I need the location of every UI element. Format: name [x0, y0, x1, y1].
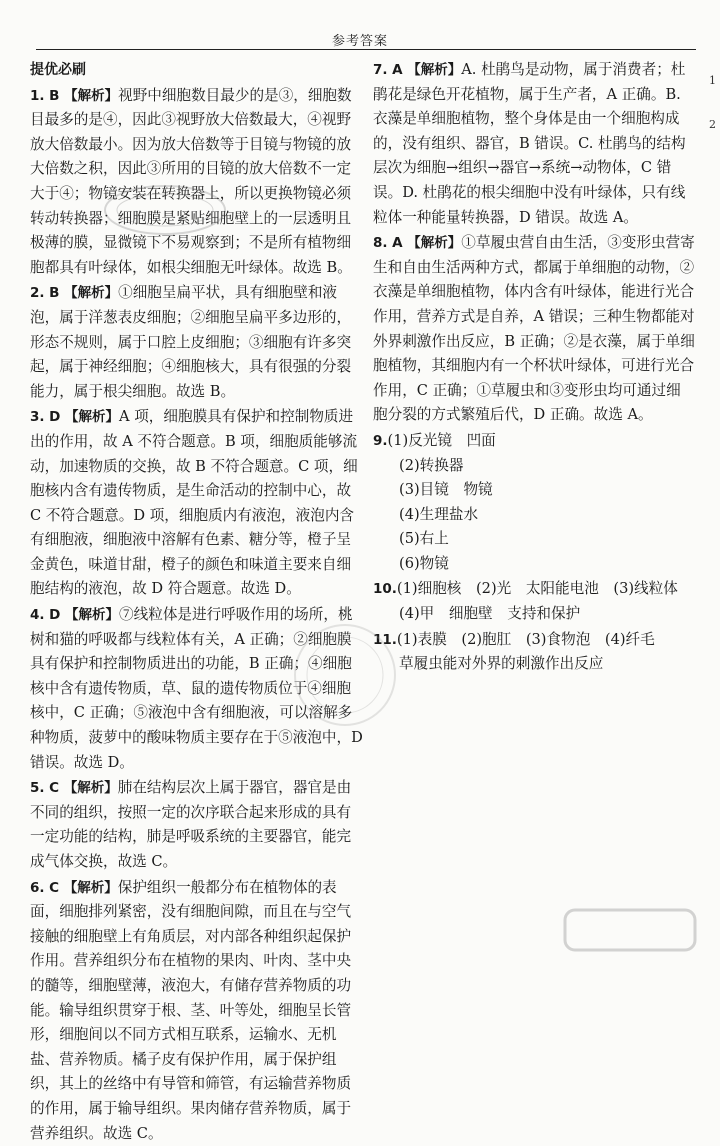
analysis-text: ①草履虫营自由生活，③变形虫营寄生和自由生活两种方式，都属于单细胞的动物，②衣藻是单细胞植物，体内含有叶绿体，能进行光合作用，营养方式是自养，A 错误；三种生物都能对外界刺激作出反应，B 正确；②是衣藻，属于单细胞植物，其细胞内有一个杯状叶绿体，可进行光合作用，C 正确；①草履虫和③变形虫均可通过细胞分裂的方式繁殖后代，D 正确。故选 A。 — [373, 234, 695, 424]
right-column — [373, 58, 695, 1001]
header-divider — [36, 49, 696, 50]
question-5 — [30, 776, 364, 874]
answer-letter: B — [49, 87, 60, 104]
question-2 — [30, 281, 364, 404]
answer-letter: D — [49, 409, 61, 426]
question-11 — [373, 628, 695, 677]
question-number: 10. — [373, 581, 397, 598]
question-number: 1. — [30, 87, 45, 104]
answer-line: (4)生理盐水 — [399, 505, 479, 523]
question-7 — [373, 58, 695, 230]
analysis-text: 视野中细胞数目最少的是③，细胞数目最多的是④，因此③视野放大倍数最大，④视野放大倍数最小。因为放大倍数等于目镜与物镜的放大倍数之积，因此③所用的目镜的放大倍数不一定大于④；物镜安装在转换器上，所以更换物镜必须转动转换器；细胞膜是紧贴细胞壁上的一层透明且极薄的膜，显微镜下不易观察到；不是所有植物细胞都具有叶绿体，如根尖细胞无叶绿体。故选 B。 — [30, 86, 352, 276]
analysis-tag: 【解析】 — [65, 607, 120, 624]
answer-line: (3)目镜 物镜 — [399, 481, 493, 499]
answer-line: (4)甲 细胞壁 支持和保护 — [399, 605, 581, 623]
analysis-text: A. 杜鹃鸟是动物，属于消费者；杜鹃花是绿色开花植物，属于生产者，A 正确。B. 衣藻是单细胞植物，整个身体是由一个细胞构成的，没有组织、器官，B 错误。C. 杜鹃鸟的结构层次为细胞→组织→器官→系统→动物体，C 错误。D. 杜鹃花的根尖细胞中没有叶绿体，只有线粒体一种能量转换器，D 错误。故选 A。 — [373, 61, 686, 226]
question-number: 8. — [373, 235, 388, 252]
section-title: 提优必刷 — [30, 62, 86, 78]
watermark-stamp — [290, 620, 400, 730]
analysis-tag: 【解析】 — [63, 879, 118, 896]
answer-letter: B — [49, 285, 60, 302]
question-number: 7. — [373, 62, 388, 78]
answer-line: (5)右上 — [399, 530, 449, 548]
analysis-text: ①细胞呈扁平状，具有细胞壁和液泡，属于洋葱表皮细胞；②细胞呈扁平多边形的，形态不规则，属于口腔上皮细胞；③细胞有许多突起，属于神经细胞；④细胞核大，具有很强的分裂能力，属于根尖细胞。故选 B。 — [30, 284, 352, 400]
analysis-text: 保护组织一般都分布在植物体的表面，细胞排列紧密，没有细胞间隙，而且在与空气接触的细胞壁上有角质层，对内部各种组织起保护作用。营养组织分布在植物的果肉、叶肉、茎中央的髓等，细胞壁薄，液泡大，有储存营养物质的功能。输导组织贯穿于根、茎、叶等处，细胞呈长管形，细胞间以不同方式相互联系，运输水、无机盐、营养物质。橘子皮有保护作用，属于保护组织，其上的丝络中有导管和筛管，有运输营养物质的作用，属于输导组织。果肉储存营养物质，属于营养组织。故选 C。 — [30, 878, 352, 1142]
watermark-logo — [560, 900, 700, 960]
analysis-tag: 【解析】 — [407, 62, 462, 78]
analysis-tag: 【解析】 — [64, 87, 119, 104]
page-title: 参考答案 — [331, 34, 388, 49]
answer-letter: A — [392, 62, 403, 78]
answer-line: (1)反光镜 凹面 — [387, 431, 496, 449]
analysis-tag: 【解析】 — [64, 285, 119, 302]
answer-letter: D — [49, 607, 61, 624]
question-10 — [373, 577, 695, 626]
edge-mark: 2 — [709, 118, 716, 131]
answer-letter: C — [49, 879, 60, 896]
question-9 — [373, 429, 695, 577]
question-number: 9. — [373, 432, 388, 449]
question-number: 2. — [30, 285, 45, 302]
answer-line: 草履虫能对外界的刺激作出反应 — [399, 655, 604, 673]
analysis-text: ⑦线粒体是进行呼吸作用的场所，桃树和猫的呼吸都与线粒体有关，A 正确；②细胞膜具有保护和控制物质进出的功能，B 正确；④细胞核中含有遗传物质，草、鼠的遗传物质位于④细胞核中，C 正确；⑤液泡中含有细胞液，可以溶解多种物质，菠萝中的酸味物质主要存在于⑤液泡中，D 错误。故选 D。 — [30, 606, 363, 771]
answer-letter: C — [49, 780, 60, 797]
page-header — [0, 0, 720, 48]
question-6 — [30, 876, 364, 1142]
answer-line: (1)细胞核 (2)光 太阳能电池 (3)线粒体 — [396, 580, 678, 598]
question-number: 4. — [30, 607, 45, 624]
answer-line: (2)转换器 — [399, 456, 464, 474]
analysis-text: 肺在结构层次上属于器官，器官是由不同的组织，按照一定的次序联合起来形成的具有一定功能的结构，肺是呼吸系统的主要器官，能完成气体交换，故选 C。 — [30, 779, 352, 870]
analysis-tag: 【解析】 — [407, 235, 462, 252]
watermark-stamp — [100, 180, 230, 240]
question-number: 5. — [30, 780, 45, 797]
answer-letter: A — [392, 235, 403, 252]
question-3 — [30, 405, 364, 602]
edge-mark: 1 — [709, 74, 716, 87]
question-number: 3. — [30, 409, 45, 426]
analysis-tag: 【解析】 — [65, 409, 120, 426]
answer-line: (6)物镜 — [399, 554, 449, 572]
question-number: 6. — [30, 879, 45, 896]
question-8 — [373, 231, 695, 428]
question-number: 11. — [373, 631, 397, 648]
analysis-tag: 【解析】 — [63, 780, 118, 797]
analysis-text: A 项，细胞膜具有保护和控制物质进出的作用，故 A 不符合题意。B 项，细胞质能够流动，加速物质的交换，故 B 不符合题意。C 项，细胞核内含有遗传物质，是生命活动的控制中心，故 C 不符合题意。D 项，细胞质内有液泡，液泡内含有细胞液，细胞液中溶解有色素、糖分等，橙子呈金黄色，味道甘甜，橙子的颜色和味道主要来自细胞结构的液泡，故 D 符合题意。故选 D。 — [30, 408, 358, 598]
answer-line: (1)表膜 (2)胞肛 (3)食物泡 (4)纤毛 — [396, 630, 655, 648]
